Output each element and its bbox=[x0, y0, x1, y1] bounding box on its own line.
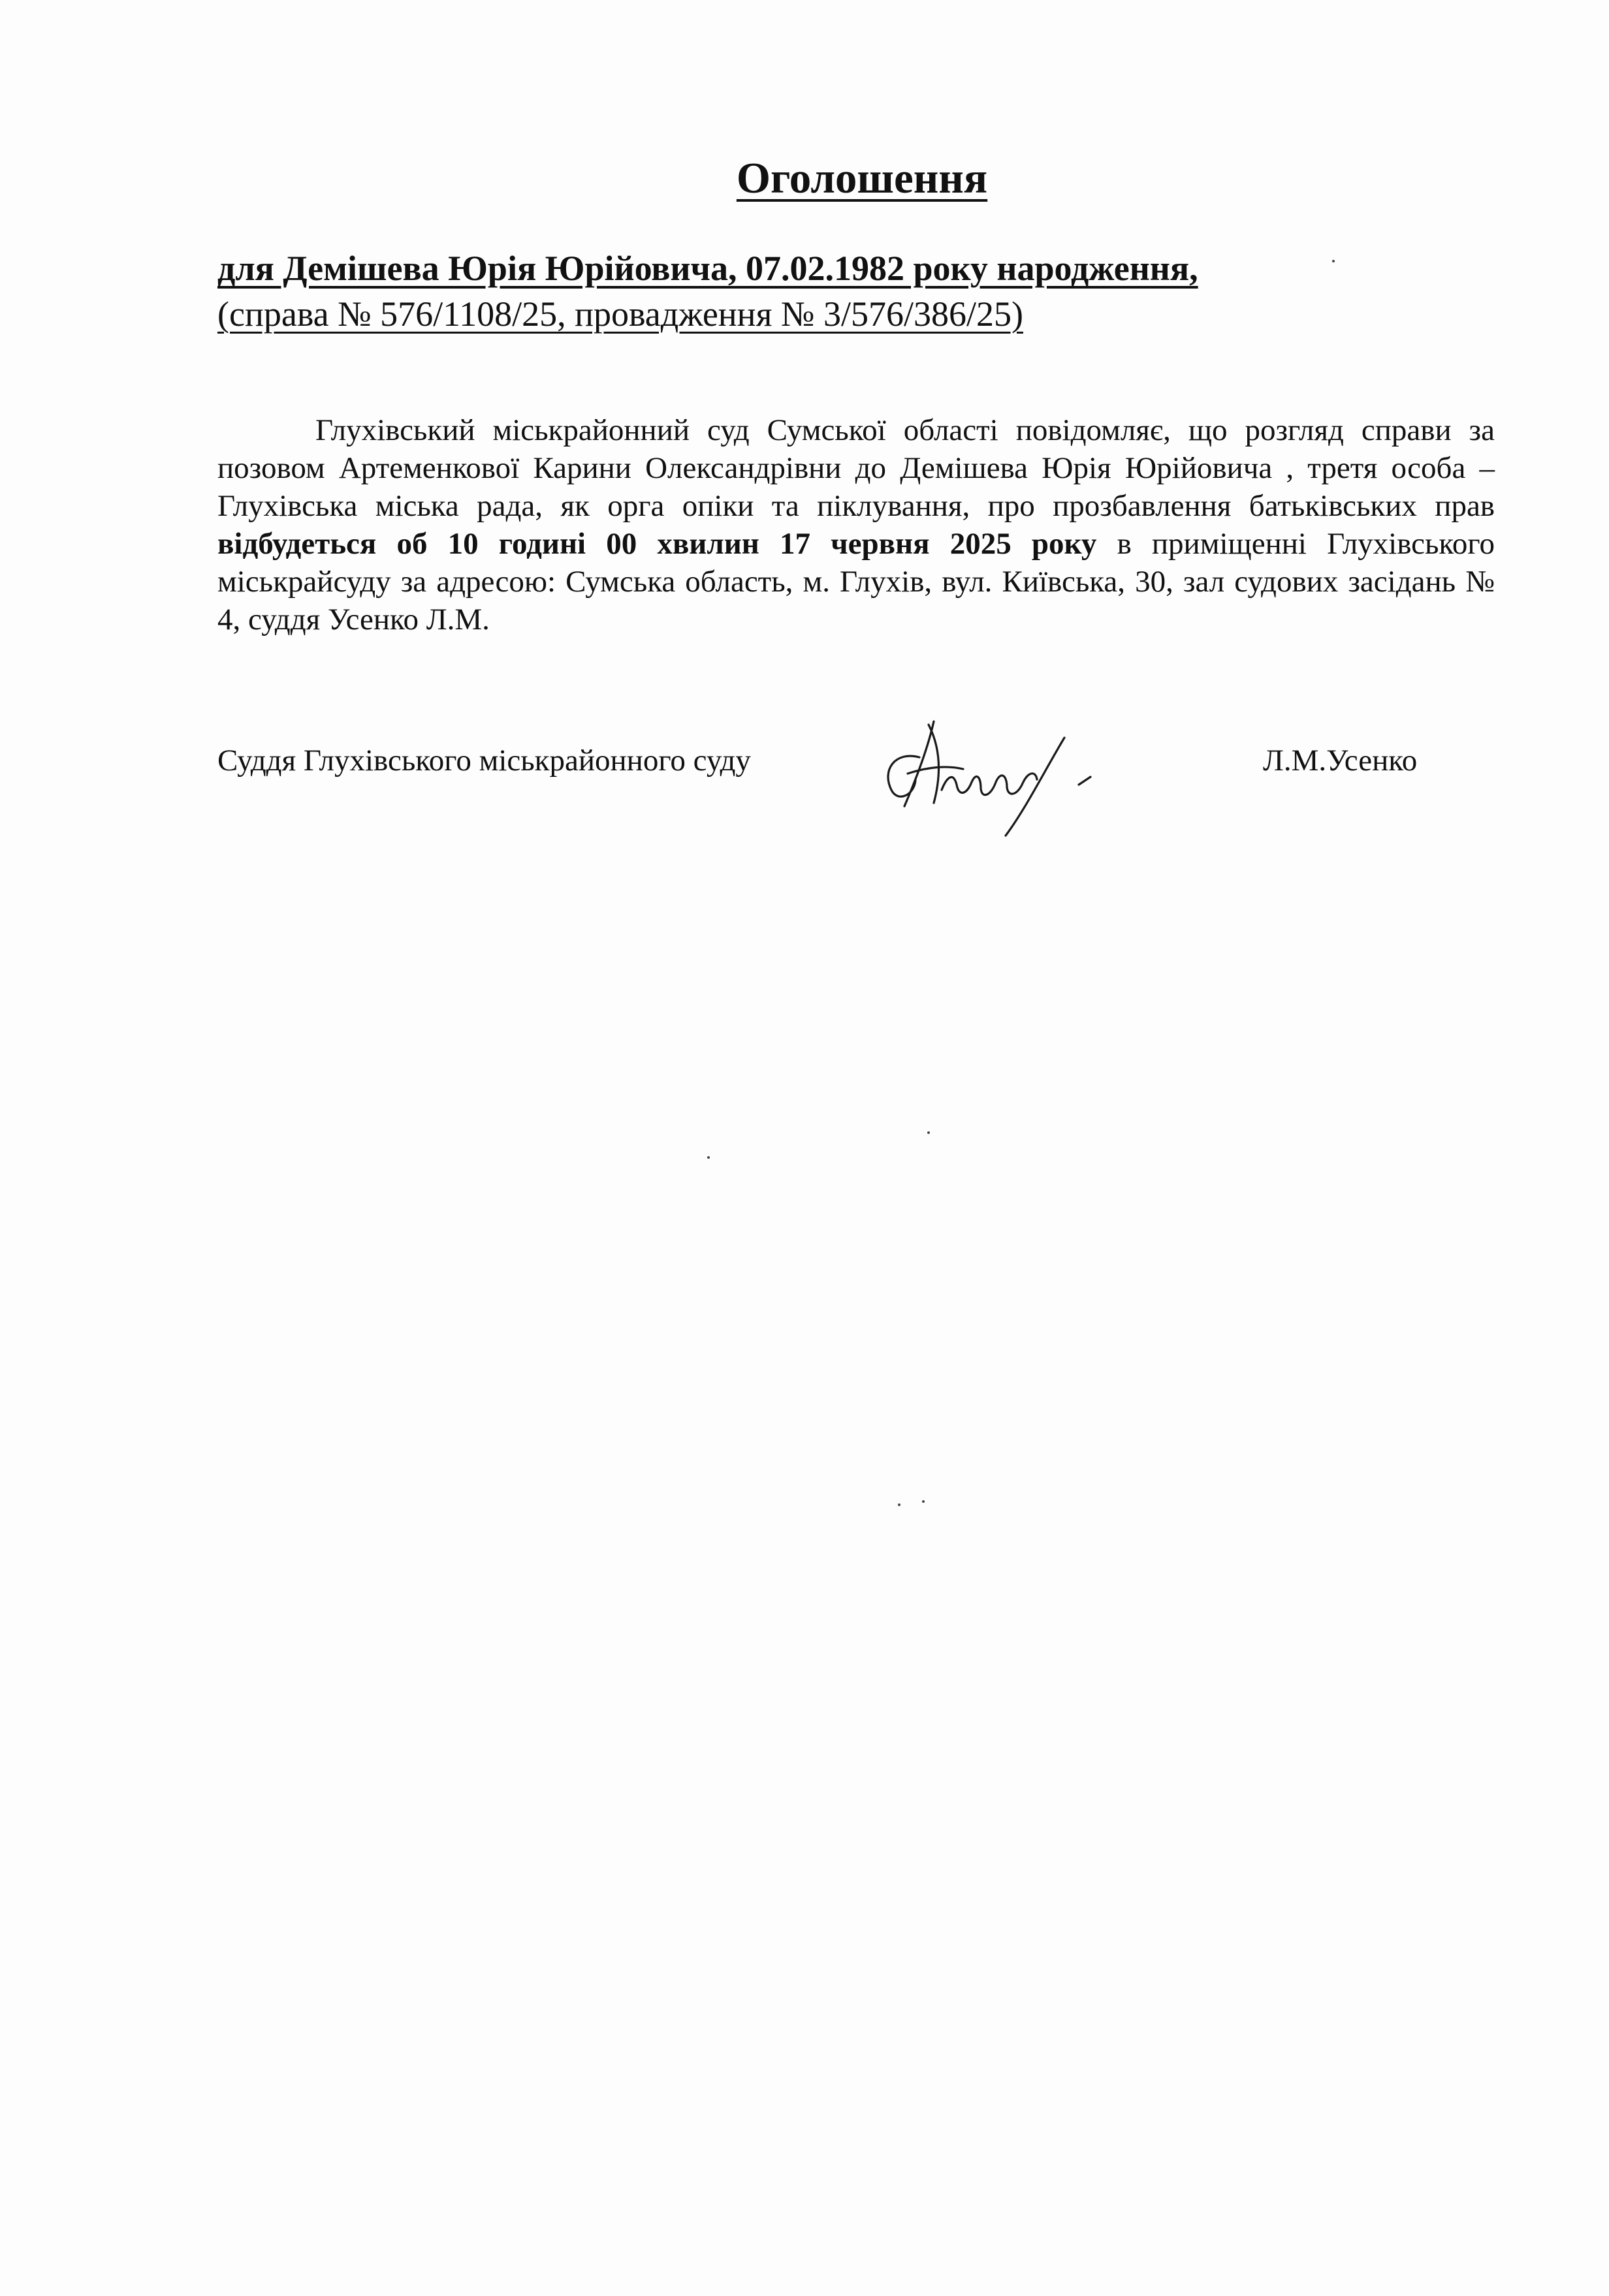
handwritten-signature bbox=[868, 712, 1117, 842]
body-text-part-2: в приміщенні Глухівського міськрайсуду за адресою: Сумська область, м. Глухів, вул. Київська, 30, зал судових засідань № 4, суддя Усенко Л.М. bbox=[217, 527, 1495, 637]
scan-speck bbox=[707, 1156, 710, 1159]
scan-speck bbox=[922, 1500, 925, 1503]
case-number-line: (справа № 576/1108/25, провадження № 3/576/386/25) bbox=[217, 294, 1023, 334]
signatory-name: Л.М.Усенко bbox=[1263, 744, 1418, 778]
body-text-part-1: Глухівський міськрайонний суд Сумської області повідомляє, що розгляд справи за позовом Артеменкової Карини Олександрівни до Демішева Юрія Юрійовича , третя особа – Глухівська міська рада, як орга опіки та піклування, про прозбавлення батьківських прав bbox=[217, 413, 1495, 523]
signatory-role: Суддя Глухівського міськрайонного суду bbox=[217, 744, 751, 778]
scan-speck bbox=[1332, 260, 1335, 262]
scan-speck bbox=[898, 1503, 900, 1506]
hearing-datetime: відбудеться об 10 годині 00 хвилин 17 червня 2025 року bbox=[217, 527, 1097, 561]
scan-speck bbox=[927, 1131, 930, 1134]
document-title: Оголошення bbox=[736, 154, 988, 202]
announcement-body bbox=[217, 411, 1495, 638]
addressee-line: для Демішева Юрія Юрійовича, 07.02.1982 року народження, bbox=[217, 249, 1198, 288]
